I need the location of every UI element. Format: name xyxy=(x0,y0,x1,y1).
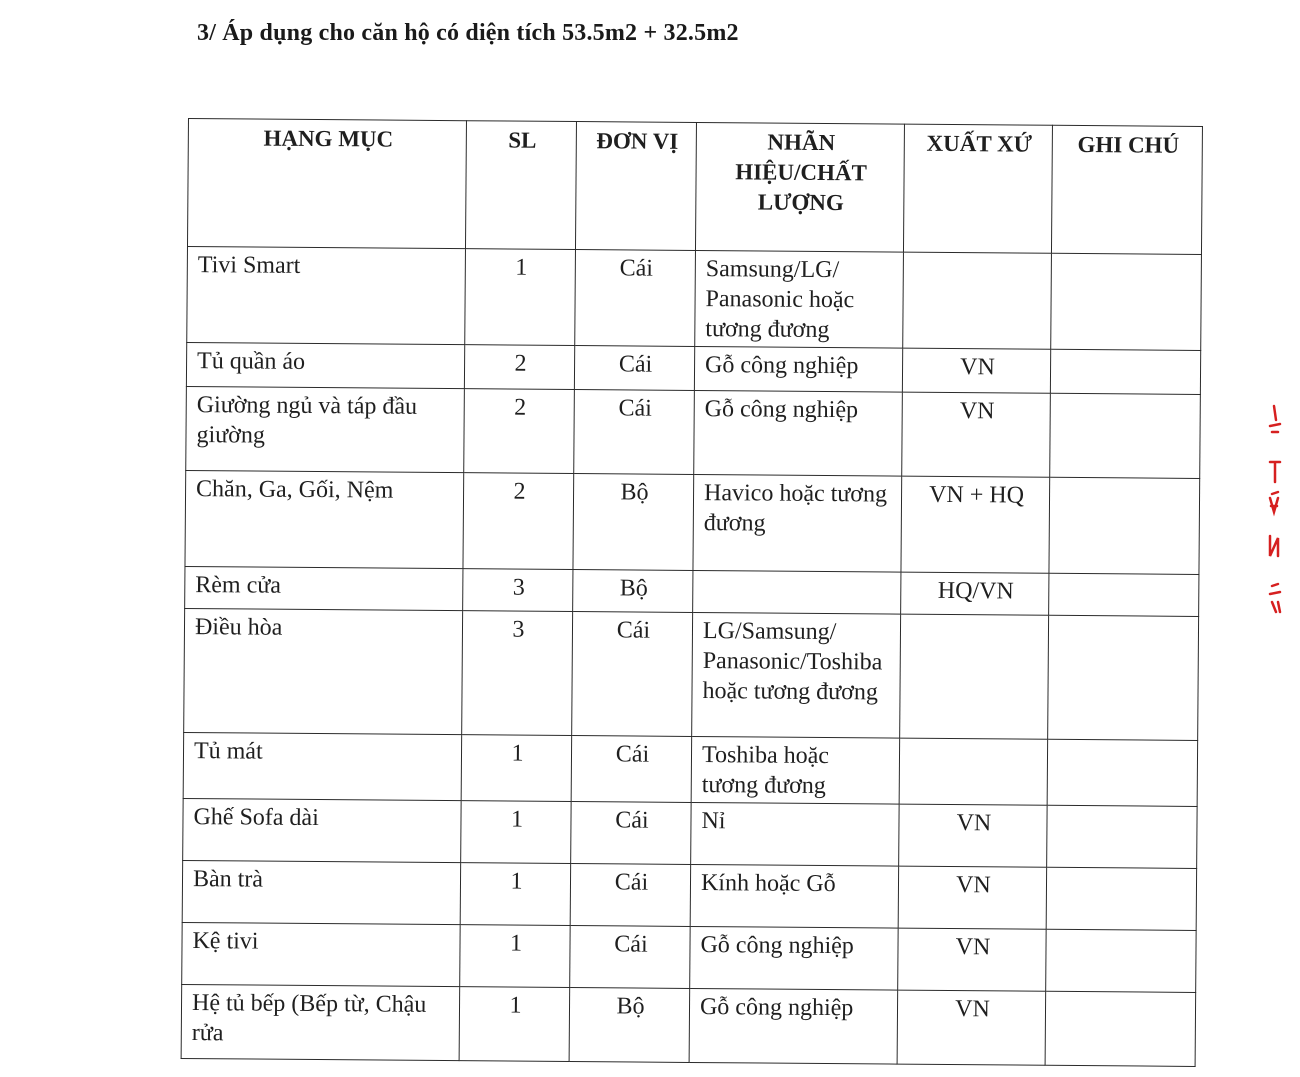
cell-note xyxy=(1047,805,1197,868)
section-heading: 3/ Áp dụng cho căn hộ có diện tích 53.5m2 + 32.5m2 xyxy=(197,20,739,46)
cell-unit: Bộ xyxy=(569,988,690,1063)
cell-unit: Bộ xyxy=(573,570,693,613)
cell-brand: Kính hoặc Gỗ xyxy=(690,864,898,928)
cell-origin: HQ/VN xyxy=(901,572,1049,615)
cell-origin: VN + HQ xyxy=(901,476,1050,573)
red-stamp-mark xyxy=(1258,398,1292,628)
table-row xyxy=(183,798,1197,868)
cell-unit: Cái xyxy=(572,612,693,737)
table-row xyxy=(181,984,1196,1066)
cell-brand: Havico hoặc tương đương xyxy=(693,474,902,572)
cell-item: Hệ tủ bếp (Bếp từ, Chậu rửa xyxy=(181,984,460,1060)
cell-unit: Cái xyxy=(574,390,695,475)
cell-qty: 1 xyxy=(461,735,572,802)
equipment-table xyxy=(181,118,1203,1067)
cell-qty: 1 xyxy=(460,925,570,988)
header-ghi-chu: GHI CHÚ xyxy=(1051,125,1202,254)
cell-brand: Gỗ công nghiệp xyxy=(689,988,898,1064)
cell-note xyxy=(1051,253,1202,350)
table-row xyxy=(182,860,1196,930)
stamp-graphic xyxy=(1258,398,1292,628)
cell-qty: 1 xyxy=(461,801,571,864)
cell-item: Chăn, Ga, Gối, Nệm xyxy=(185,470,464,568)
cell-qty: 1 xyxy=(460,863,570,926)
cell-note xyxy=(1049,477,1200,574)
table-row xyxy=(186,386,1201,478)
header-sl: SL xyxy=(465,121,576,250)
cell-brand: Gỗ công nghiệp xyxy=(694,390,903,476)
cell-origin xyxy=(899,738,1048,805)
header-xuat-xu: XUẤT XỨ xyxy=(903,124,1052,253)
cell-unit: Cái xyxy=(574,346,694,391)
cell-note xyxy=(1049,573,1199,616)
cell-origin: VN xyxy=(898,866,1046,929)
cell-note xyxy=(1050,349,1200,394)
table-row xyxy=(183,732,1197,806)
cell-unit: Cái xyxy=(571,736,692,803)
cell-qty: 3 xyxy=(462,611,573,736)
cell-item: Điều hòa xyxy=(184,608,463,734)
table-row xyxy=(186,342,1200,394)
table-row xyxy=(185,470,1200,574)
cell-brand: Nỉ xyxy=(691,802,899,866)
cell-qty: 2 xyxy=(464,345,574,390)
table-header-row xyxy=(187,119,1202,255)
cell-item: Tủ quần áo xyxy=(186,342,464,388)
cell-item: Kệ tivi xyxy=(182,922,460,986)
cell-brand: Samsung/LG/ Panasonic hoặc tương đương xyxy=(695,250,904,348)
cell-origin: VN xyxy=(899,804,1047,867)
cell-note xyxy=(1045,991,1196,1066)
cell-brand: Gỗ công nghiệp xyxy=(690,926,898,990)
cell-note xyxy=(1047,739,1198,806)
cell-qty: 2 xyxy=(463,473,574,570)
cell-unit: Cái xyxy=(570,864,690,927)
cell-origin: VN xyxy=(897,990,1046,1065)
cell-item: Tủ mát xyxy=(183,732,462,800)
cell-origin: VN xyxy=(902,348,1050,393)
cell-item: Giường ngủ và táp đầu giường xyxy=(186,386,465,472)
cell-brand: LG/Samsung/ Panasonic/Toshiba hoặc tương đương xyxy=(692,612,901,738)
cell-qty: 2 xyxy=(464,389,575,474)
cell-qty: 1 xyxy=(465,249,576,346)
cell-unit: Cái xyxy=(570,926,690,989)
header-nhan-hieu: NHÃN HIỆU/CHẤT LƯỢNG xyxy=(695,122,904,252)
cell-origin: VN xyxy=(898,928,1046,991)
cell-unit: Bộ xyxy=(573,474,694,571)
table-row xyxy=(182,922,1196,992)
cell-brand: Gỗ công nghiệp xyxy=(694,346,902,392)
cell-note xyxy=(1046,867,1196,930)
cell-brand: Toshiba hoặc tương đương xyxy=(691,736,900,804)
cell-origin: VN xyxy=(902,392,1051,477)
cell-item: Rèm cửa xyxy=(185,566,463,610)
cell-qty: 3 xyxy=(463,569,573,612)
cell-unit: Cái xyxy=(571,802,691,865)
cell-qty: 1 xyxy=(459,987,570,1062)
cell-note xyxy=(1050,393,1201,478)
cell-origin xyxy=(903,252,1052,349)
header-hang-muc: HẠNG MỤC xyxy=(187,119,466,249)
cell-item: Ghế Sofa dài xyxy=(183,798,461,862)
header-don-vi: ĐƠN VỊ xyxy=(575,122,696,251)
cell-brand xyxy=(693,570,901,614)
cell-item: Tivi Smart xyxy=(187,246,466,344)
equipment-table-container xyxy=(181,118,1202,1067)
cell-unit: Cái xyxy=(575,250,696,347)
table-row xyxy=(184,608,1199,740)
cell-note xyxy=(1046,929,1196,992)
table-row xyxy=(187,246,1202,350)
cell-origin xyxy=(900,614,1049,739)
cell-item: Bàn trà xyxy=(182,860,460,924)
cell-note xyxy=(1048,615,1199,740)
